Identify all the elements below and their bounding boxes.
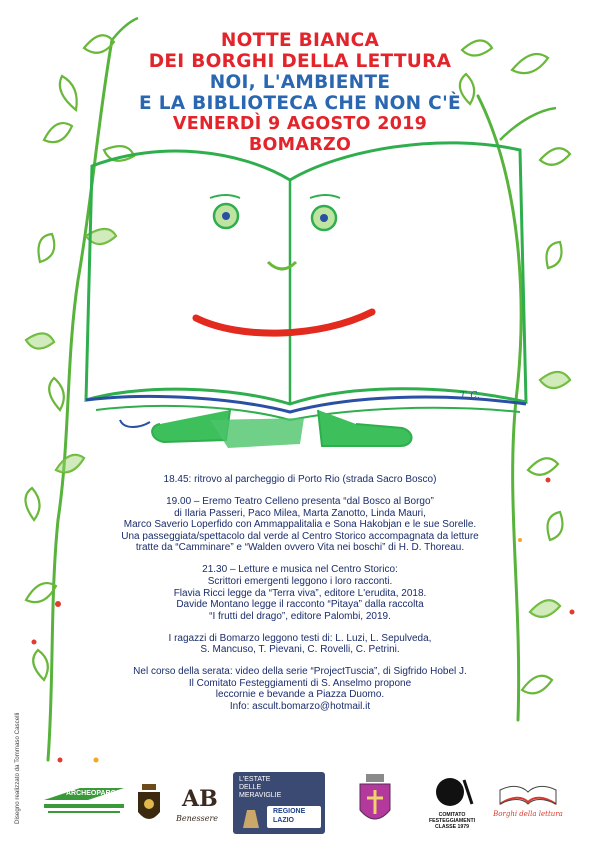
- drawing-signature: T. C.: [460, 391, 480, 401]
- program-item-2-line-1: 19.00 – Eremo Teatro Celleno presenta “dal Bosco al Borgo”: [166, 495, 434, 507]
- illustration-credit: Disegno realizzato da Tommaso Cascelli: [14, 712, 21, 824]
- regione-lazio-badge: [267, 806, 321, 828]
- title-line-2: DEI BORGHI DELLA LETTURA: [148, 51, 452, 72]
- bomarzo-crest-logo: [134, 782, 164, 830]
- title-line-1: NOTTE BIANCA: [220, 30, 380, 51]
- program-item-4-line-2: S. Mancuso, T. Pievani, C. Rovelli, C. Petrini.: [200, 644, 400, 656]
- benessere-letters: AB: [182, 786, 218, 812]
- program-item-3-line-3: Flavia Ricci legge da “Terra viva”, editore L'erudita, 2018.: [173, 587, 427, 599]
- comitato-label-2: FESTEGGIAMENTI: [428, 818, 476, 824]
- program-item-3-line-5: “I frutti del drago”, editore Palombi, 2019.: [209, 610, 391, 622]
- title-line-4: E LA BIBLIOTECA CHE NON C'È: [139, 93, 461, 114]
- crest-icon: [134, 782, 164, 830]
- statue-icon: [239, 806, 263, 828]
- info-email[interactable]: Info: ascult.bomarzo@hotmail.it: [229, 701, 371, 713]
- program-item-4-line-1: I ragazzi di Bomarzo leggono testi di: L. Luzi, L. Sepulveda,: [168, 632, 432, 644]
- estate-label-3: MERAVIGLIE: [239, 792, 282, 799]
- title-place: BOMARZO: [248, 135, 352, 155]
- comitato-label-1: COMITATO: [438, 812, 466, 818]
- program-item-3-line-2: Scrittori emergenti leggono i loro racconti.: [207, 575, 393, 587]
- regione-label-2: LAZIO: [273, 817, 294, 824]
- benessere-label: Benessere: [176, 814, 219, 823]
- program-item-2-line-3: Marco Saverio Loperfido con Ammappalitalia e Sona Hakobjan e le sue Sorelle.: [123, 519, 477, 531]
- program-item-2-line-2: di Ilaria Passeri, Paco Milea, Marta Zanotto, Linda Mauri,: [174, 507, 426, 519]
- program-item-5-line-1: Nel corso della serata: video della serie “ProjectTuscia”, di Sigfrido Hobel J.: [133, 666, 467, 678]
- comitato-mark-icon: [424, 776, 480, 812]
- program-item-3-line-4: Davide Montano legge il racconto “Pitaya” dalla raccolta: [176, 599, 424, 611]
- program-item-2-line-4: Una passeggiata/spettacolo dal verde al Centro Storico accompagnata da letture: [121, 530, 479, 542]
- comitato-label-3: CLASSE 1979: [434, 824, 470, 830]
- benessere-logo: [176, 782, 220, 828]
- borghi-della-lettura-logo: [488, 784, 568, 824]
- archeoparco-mark-icon: [40, 782, 126, 822]
- program-text: [100, 474, 500, 713]
- open-book-icon: [488, 784, 568, 808]
- archeoparco-logo: [40, 782, 126, 822]
- municipality-crest-logo: [356, 774, 394, 828]
- poster-title: [0, 30, 600, 156]
- program-item-5-line-2: Il Comitato Festeggiamenti di S. Anselmo propone: [188, 677, 412, 689]
- estate-label-1: L'ESTATE: [239, 776, 271, 783]
- program-item-5-line-3: leccornie e bevande a Piazza Duomo.: [215, 689, 385, 701]
- estate-meraviglie-regione-lazio-logo: [233, 772, 325, 834]
- estate-label-2: DELLE: [239, 784, 262, 791]
- archeoparco-label: ARCHEOPARCO: [66, 790, 122, 797]
- program-item-3-line-1: 21.30 – Letture e musica nel Centro Storico:: [202, 564, 398, 576]
- program-item-2-line-5: tratte da “Camminare” e “Walden ovvero Vita nei boschi” di H. D. Thoreau.: [135, 542, 465, 554]
- title-line-3: NOI, L'AMBIENTE: [209, 72, 391, 93]
- borghi-label: Borghi della lettura: [493, 810, 563, 818]
- regione-label-1: REGIONE: [273, 808, 306, 815]
- title-date: VENERDÌ 9 AGOSTO 2019: [172, 114, 428, 134]
- crest-icon: [356, 774, 394, 828]
- comitato-festeggiamenti-logo: [424, 776, 480, 836]
- program-item-1: 18.45: ritrovo al parcheggio di Porto Rio (strada Sacro Bosco): [163, 474, 437, 485]
